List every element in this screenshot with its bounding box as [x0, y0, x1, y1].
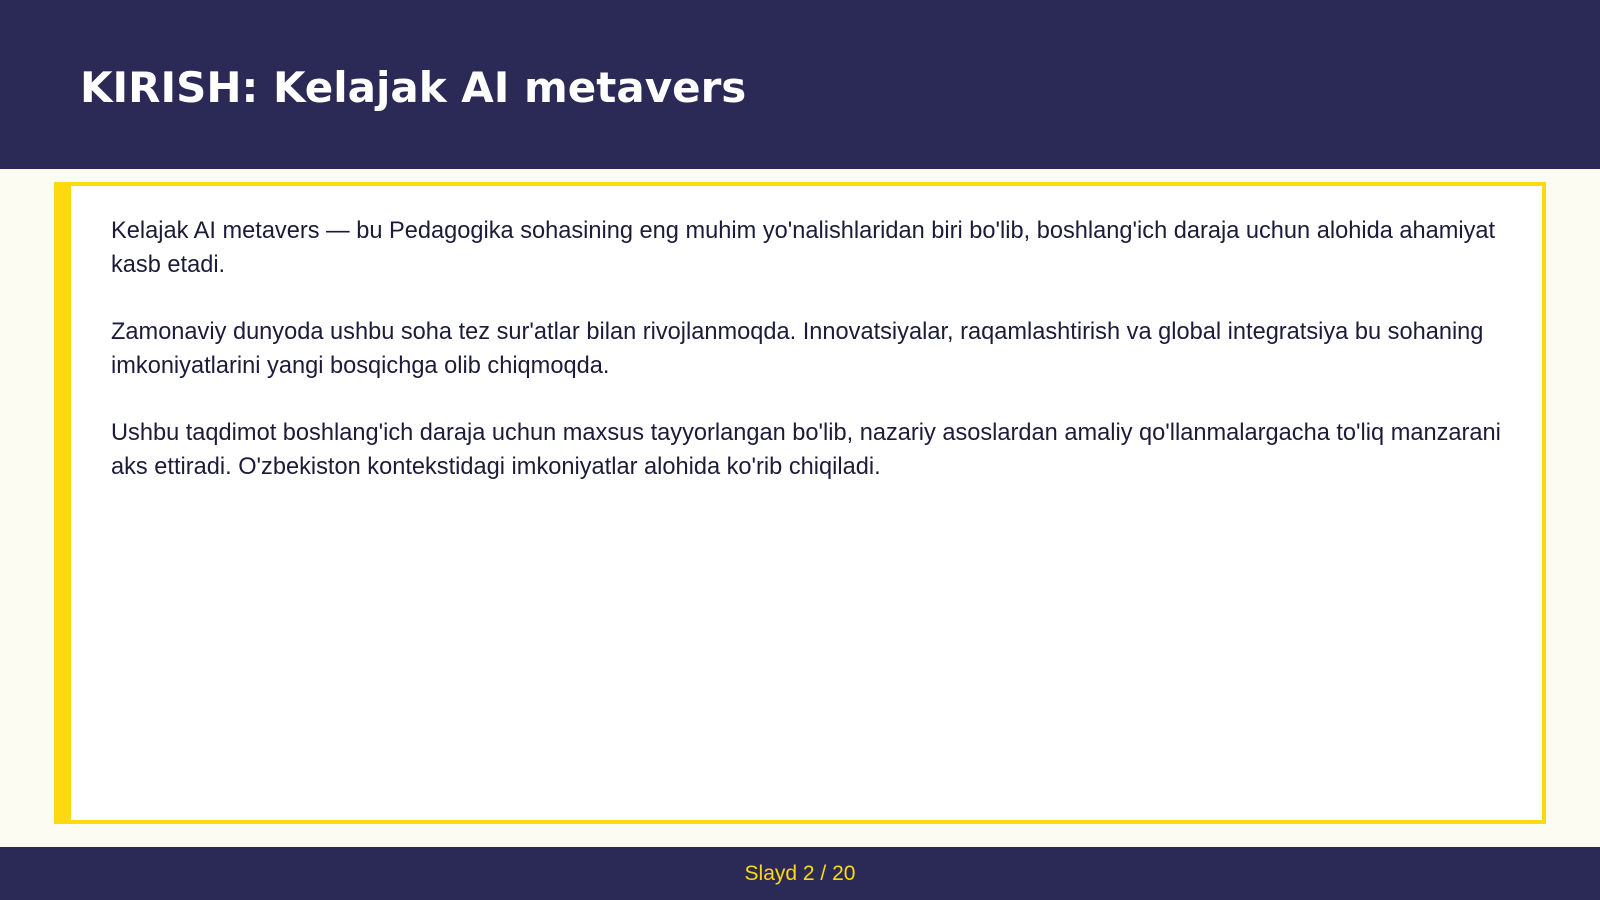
paragraph-modern-world: Zamonaviy dunyoda ushbu soha tez sur'atlar bilan rivojlanmoqda. Innovatsiyalar, raqamlashtirish va global integratsiya bu sohaning imkoniyatlarini yangi bosqichga olib chiqmoqda. — [111, 319, 1484, 379]
slide-counter: Slayd 2 / 20 — [744, 862, 856, 885]
paragraph-intro: Kelajak AI metavers — bu Pedagogika sohasining eng muhim yo'nalishlaridan biri bo'lib, boshlang'ich daraja uchun alohida ahamiyat kasb etadi. — [111, 218, 1496, 278]
content-body — [111, 214, 1511, 517]
paragraph-presentation-scope: Ushbu taqdimot boshlang'ich daraja uchun maxsus tayyorlangan bo'lib, nazariy asoslardan amaliy qo'llanmalargacha to'liq manzarani aks ettiradi. O'zbekiston kontekstidagi imkoniyatlar alohida ko'rib chiqiladi. — [111, 420, 1501, 480]
slide-title: KIRISH: Kelajak AI metavers — [80, 63, 747, 112]
content-card — [54, 182, 1546, 824]
slide-header — [0, 0, 1600, 169]
slide-footer — [0, 847, 1600, 900]
